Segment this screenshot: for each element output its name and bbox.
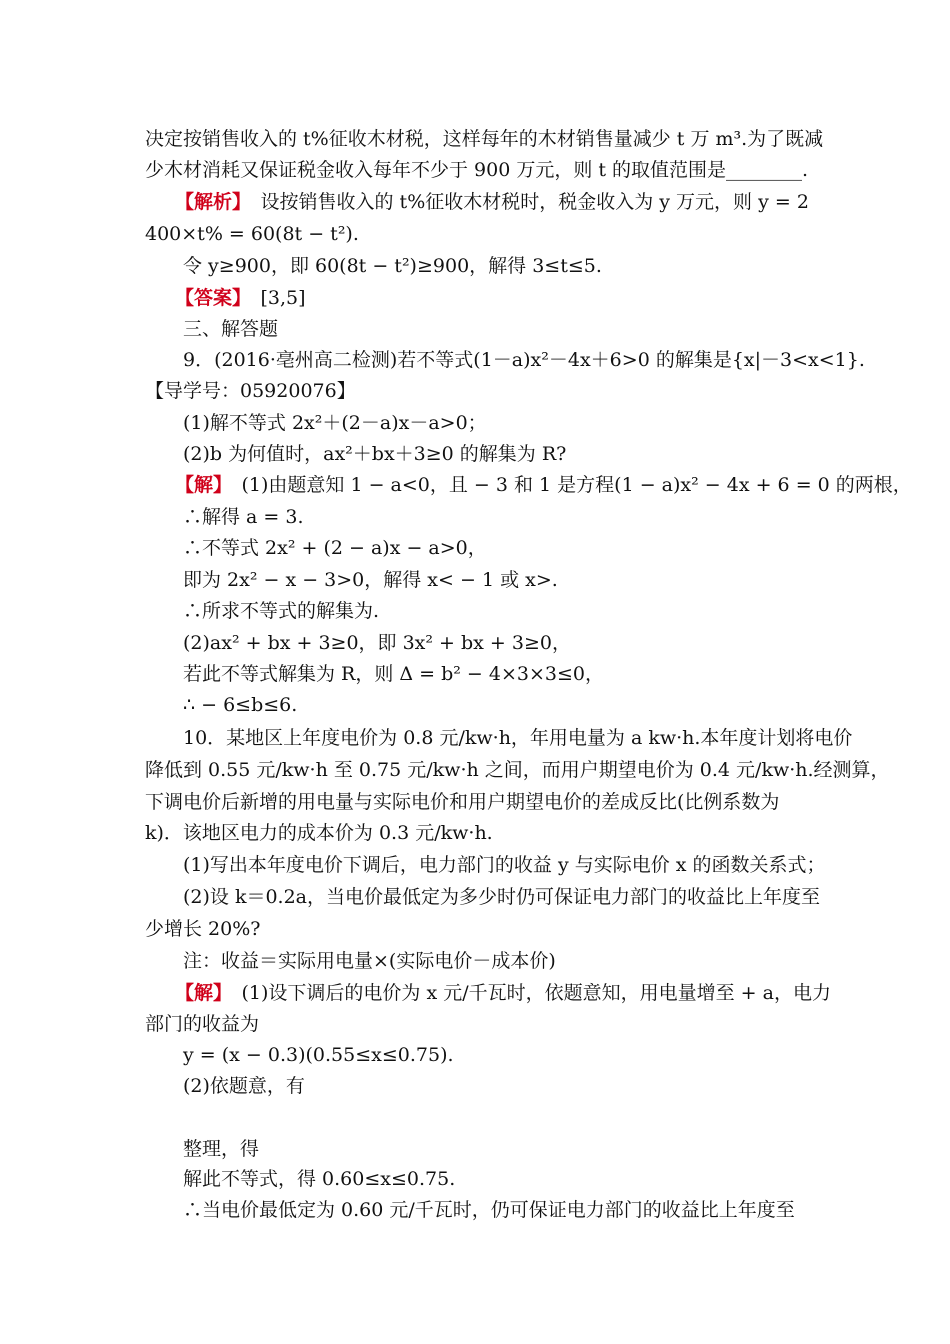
problem-8-analysis-line-2: 400×t% = 60(8t − t²). [145,223,359,245]
problem-10-solution-line-4: (2)依题意，有 [183,1075,305,1097]
problem-9-solution-line-5: ∴所求不等式的解集为. [183,600,380,622]
problem-9-solution-line-2: ∴解得 a = 3. [183,506,304,528]
problem-9-solution-line-1: 【解】 (1)由题意知 1 − a<0，且 − 3 和 1 是方程(1 − a)x² − 4x + 6 = 0 的两根， [175,474,912,496]
section-heading-solutions: 三、解答题 [183,318,279,340]
problem-10-solution-line-1: 【解】 (1)设下调后的电价为 x 元/千瓦时，依题意知，用电量增至 + a，电力 [175,982,831,1004]
problem-10-note: 注：收益＝实际用电量×(实际电价－成本价) [183,950,556,972]
problem-10-solution-line-2: 部门的收益为 [145,1013,260,1035]
problem-10-part-2-line-2: 少增长 20%? [145,918,261,940]
problem-10-statement-line-3: 下调电价后新增的用电量与实际电价和用户期望电价的差成反比(比例系数为 [145,791,780,813]
guide-number: 【导学号：05920076】 [145,380,356,402]
problem-9-part-2: (2)b 为何值时，ax²＋bx＋3≥0 的解集为 R? [183,443,567,465]
problem-10-part-2-line-1: (2)设 k＝0.2a，当电价最低定为多少时仍可保证电力部门的收益比上年度至 [183,886,821,908]
problem-10-solution-line-6: 解此不等式，得 0.60≤x≤0.75. [183,1168,456,1190]
problem-9-solution-line-7: 若此不等式解集为 R，则 Δ = b² − 4×3×3≤0， [183,663,604,685]
problem-8-answer: 【答案】 [3,5] [175,287,306,309]
problem-9-statement: 9．(2016·亳州高二检测)若不等式(1－a)x²－4x＋6>0 的解集是{x|－3<x<1}. [183,349,865,371]
problem-10-statement-line-4: k)．该地区电力的成本价为 0.3 元/kw·h. [145,822,493,844]
problem-10-statement-line-2: 降低到 0.55 元/kw·h 至 0.75 元/kw·h 之间，而用户期望电价为 0.4 元/kw·h.经测算， [145,759,890,781]
problem-8-text-line-1: 决定按销售收入的 t%征收木材税，这样每年的木材销售量减少 t 万 m³.为了既减 [145,128,824,150]
problem-10-solution-line-5: 整理，得 [183,1138,260,1160]
problem-8-analysis-line-3: 令 y≥900，即 60(8t − t²)≥900，解得 3≤t≤5. [183,255,602,277]
problem-9-part-1: (1)解不等式 2x²＋(2－a)x－a>0； [183,412,487,434]
problem-9-solution-line-4: 即为 2x² − x − 3>0，解得 x< − 1 或 x>. [183,569,558,591]
problem-10-solution-line-3: y = (x − 0.3)(0.55≤x≤0.75). [183,1044,454,1066]
problem-10-solution-line-7: ∴当电价最低定为 0.60 元/千瓦时，仍可保证电力部门的收益比上年度至 [183,1199,795,1221]
problem-9-solution-line-8: ∴ − 6≤b≤6. [183,694,298,716]
problem-10-statement-line-1: 10．某地区上年度电价为 0.8 元/kw·h，年用电量为 a kw·h.本年度计划将电价 [183,727,853,749]
problem-8-text-line-2: 少木材消耗又保证税金收入每年不少于 900 万元，则 t 的取值范围是________. [145,159,809,181]
problem-10-part-1: (1)写出本年度电价下调后，电力部门的收益 y 与实际电价 x 的函数关系式； [183,854,826,876]
problem-9-solution-line-3: ∴不等式 2x² + (2 − a)x − a>0， [183,537,487,559]
problem-8-analysis-line-1: 【解析】 设按销售收入的 t%征收木材税时，税金收入为 y 万元，则 y = 2 [175,191,809,213]
problem-9-solution-line-6: (2)ax² + bx + 3≥0，即 3x² + bx + 3≥0， [183,632,571,654]
